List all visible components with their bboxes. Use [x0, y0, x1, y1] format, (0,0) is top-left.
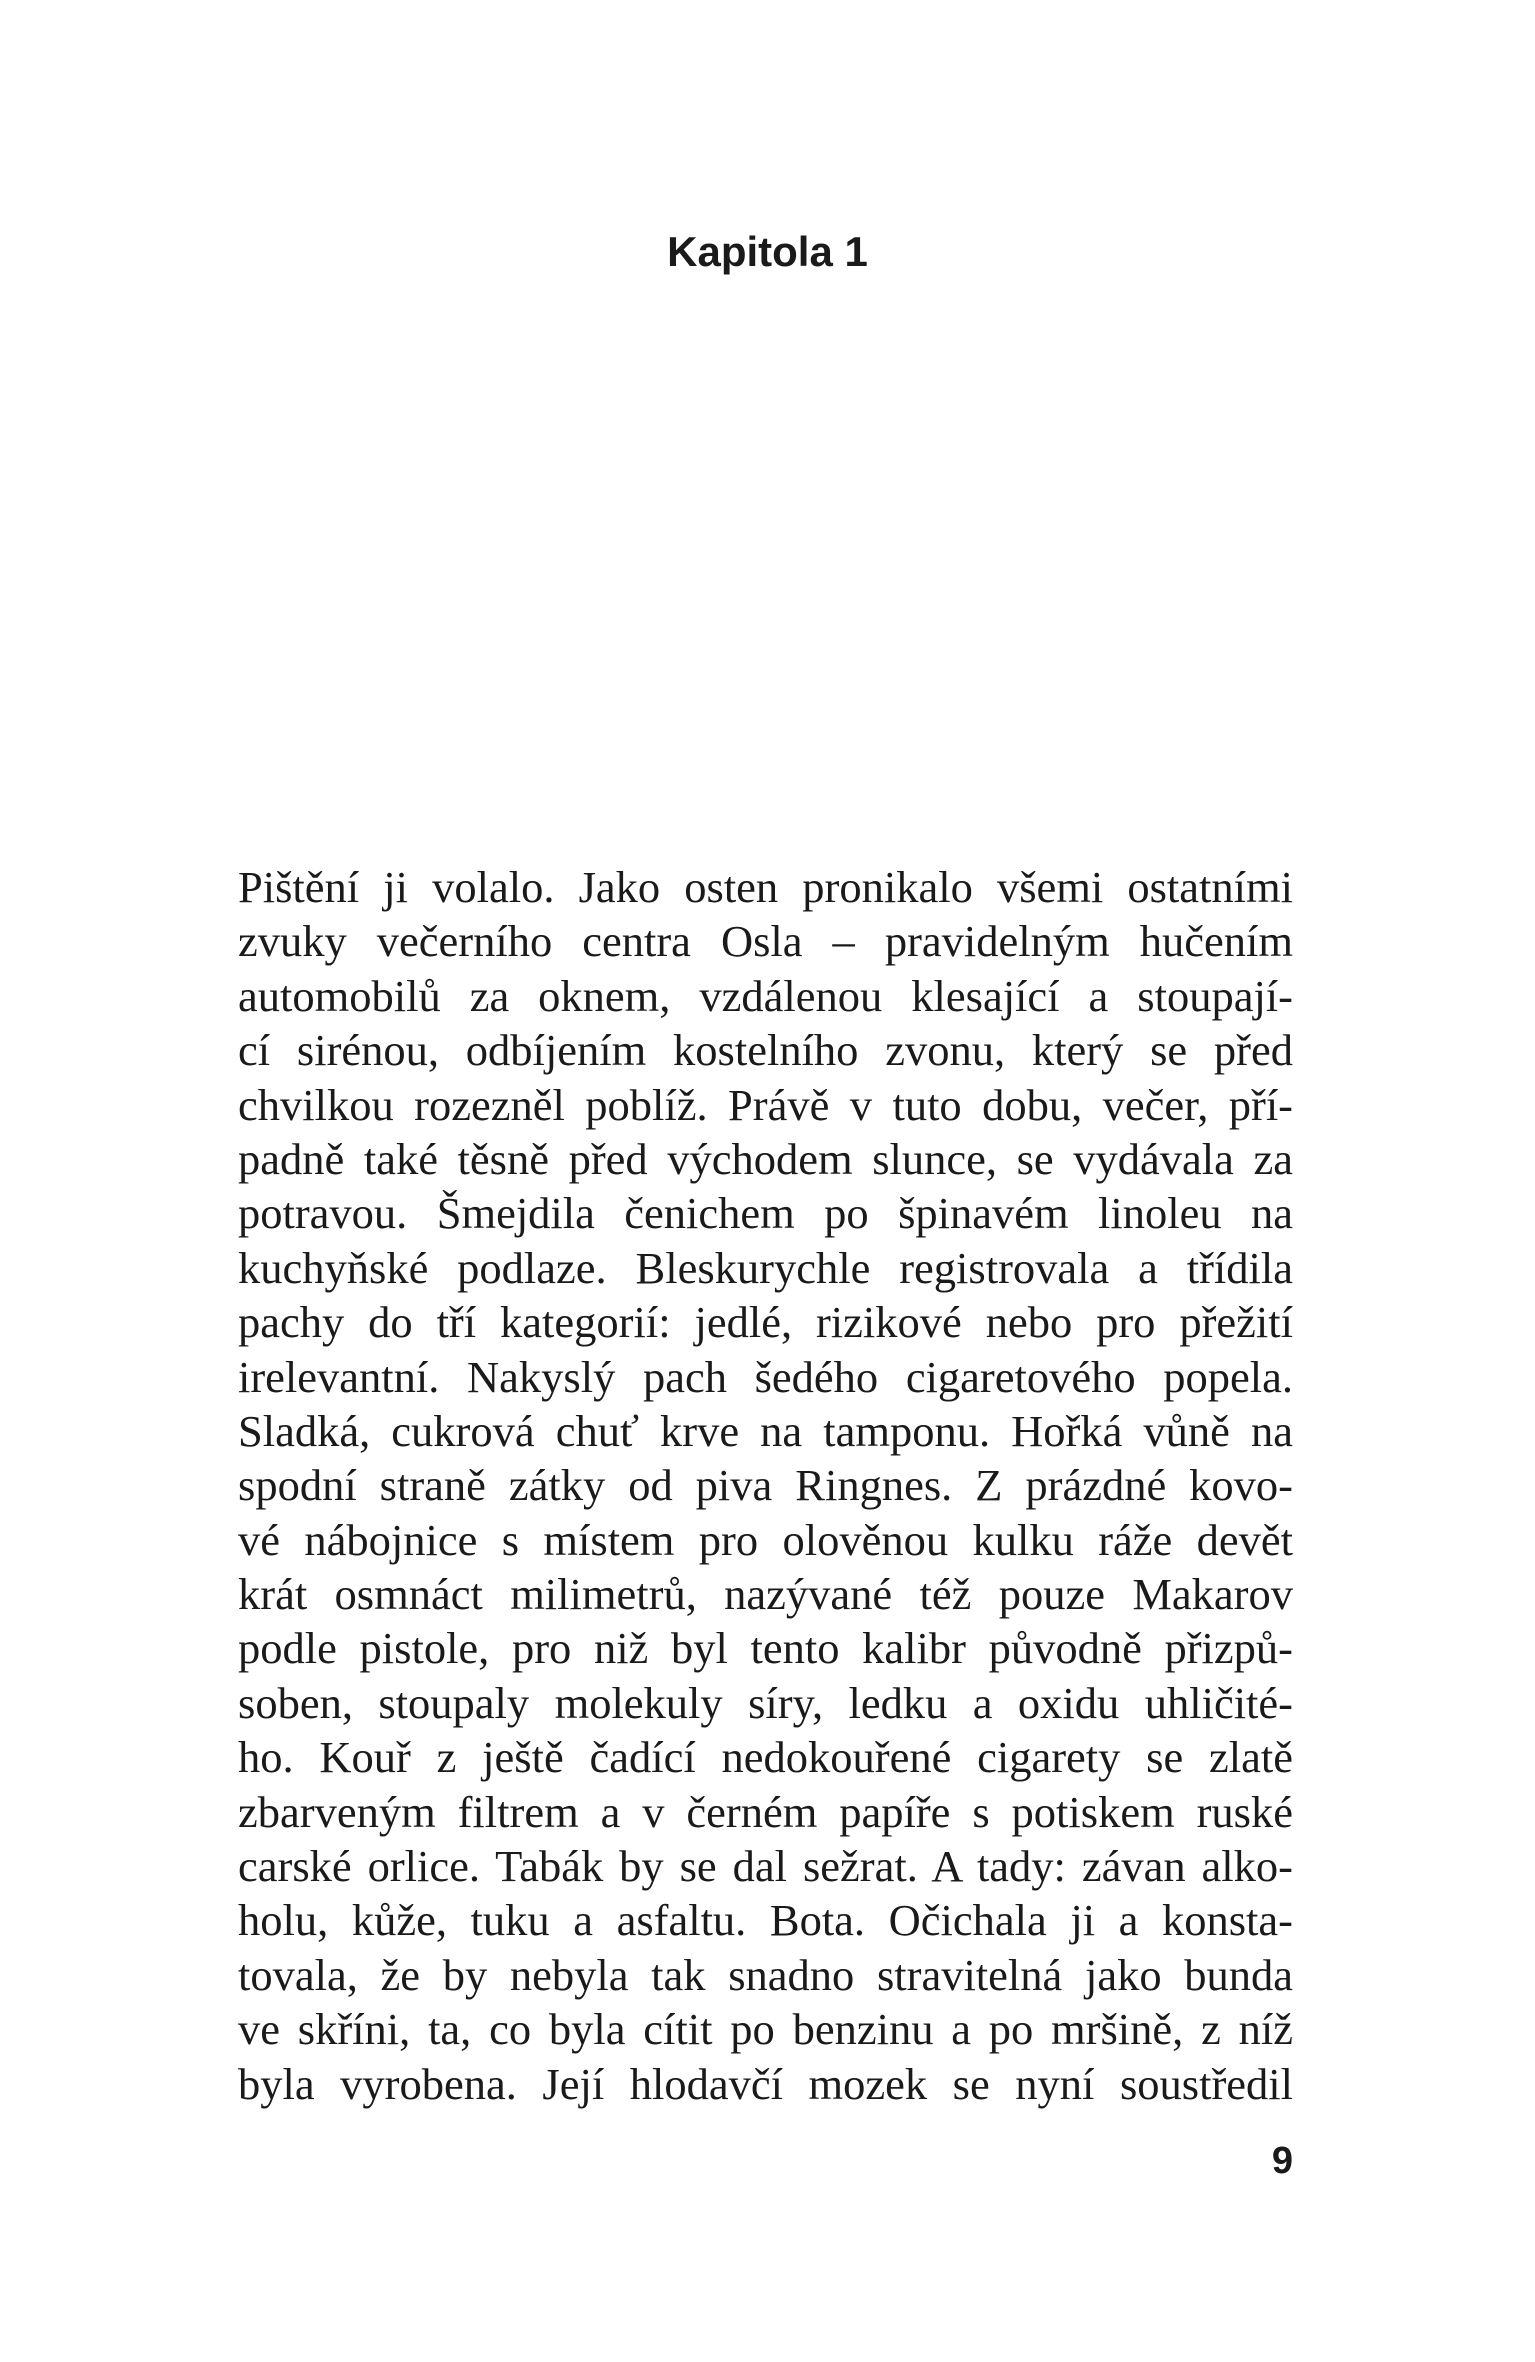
text-line: carské orlice. Tabák by se dal sežrat. A tady: závan alko-	[238, 1841, 1293, 1892]
text-line: soben, stoupaly molekuly síry, ledku a oxidu uhličité-	[238, 1677, 1293, 1728]
text-line: automobilů za oknem, vzdálenou klesající a stoupají-	[238, 970, 1293, 1021]
text-line: vé nábojnice s místem pro olověnou kulku ráže devět	[238, 1514, 1293, 1565]
text-line: cí sirénou, odbíjením kostelního zvonu, který se před	[238, 1025, 1293, 1076]
text-line: pachy do tří kategorií: jedlé, rizikové nebo pro přežití	[238, 1297, 1293, 1348]
body-paragraph	[238, 860, 1293, 2111]
text-line: Pištění ji volalo. Jako osten pronikalo všemi ostatními	[238, 862, 1293, 912]
text-line: Sladká, cukrová chuť krve na tamponu. Hořká vůně na	[238, 1405, 1293, 1456]
text-line: ho. Kouř z ještě čadící nedokouřené cigarety se zlatě	[238, 1732, 1293, 1783]
page-number: 9	[1271, 2140, 1293, 2182]
text-line: spodní straně zátky od piva Ringnes. Z prázdné kovo-	[238, 1460, 1293, 1511]
text-line: irelevantní. Nakyslý pach šedého cigaretového popela.	[238, 1351, 1293, 1402]
text-line: zvuky večerního centra Osla – pravidelným hučením	[238, 916, 1293, 967]
text-line: podle pistole, pro niž byl tento kalibr původně přizpů-	[238, 1623, 1293, 1674]
text-line: padně také těsně před východem slunce, se vydávala za	[238, 1133, 1293, 1184]
text-line: potravou. Šmejdila čenichem po špinavém linoleu na	[238, 1188, 1293, 1239]
text-line: chvilkou rozezněl poblíž. Právě v tuto dobu, večer, pří-	[238, 1079, 1293, 1130]
text-line: tovala, že by nebyla tak snadno stravitelná jako bunda	[238, 1949, 1293, 2000]
text-line: ve skříni, ta, co byla cítit po benzinu a po mršině, z níž	[238, 2004, 1293, 2055]
text-line: byla vyrobena. Její hlodavčí mozek se nyní soustředil	[238, 2058, 1293, 2109]
text-line: krát osmnáct milimetrů, nazývané též pouze Makarov	[238, 1569, 1293, 1620]
text-line: zbarveným filtrem a v černém papíře s potiskem ruské	[238, 1786, 1293, 1837]
text-line: kuchyňské podlaze. Bleskurychle registrovala a třídila	[238, 1242, 1293, 1293]
chapter-heading: Kapitola 1	[667, 228, 868, 275]
text-line: holu, kůže, tuku a asfaltu. Bota. Očichala ji a konsta-	[238, 1895, 1293, 1946]
